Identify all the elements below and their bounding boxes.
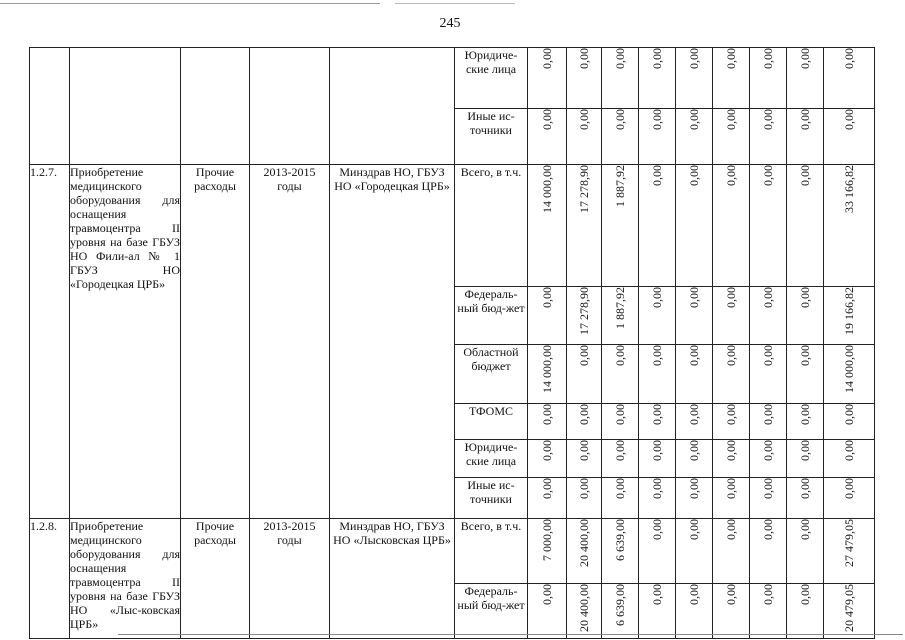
value-text: 0,00 — [540, 109, 554, 130]
item-name: Приобретение медицинского оборудования для оснащения травмоцентра II уровня на базе ГБУЗ НО «Лыс-ковская ЦРБ» — [70, 519, 180, 631]
value-cell — [824, 48, 875, 109]
value-cell — [824, 165, 875, 287]
value-text: 0,00 — [761, 440, 775, 461]
value-cell — [567, 404, 602, 440]
value-cell — [787, 48, 824, 109]
value-cell — [639, 440, 676, 478]
value-cell — [676, 345, 713, 404]
value-text: 0,00 — [687, 478, 701, 499]
value-cell — [602, 165, 639, 287]
value-cell — [750, 48, 787, 109]
value-text: 0,00 — [540, 404, 554, 425]
value-cell — [639, 584, 676, 639]
value-cell — [639, 345, 676, 404]
funding-source: Юридиче-ские лица — [455, 48, 528, 109]
value-text: 20 400,00 — [577, 584, 591, 632]
funding-source: Всего, в т.ч. — [455, 165, 528, 287]
value-text: 17 278,90 — [577, 165, 591, 213]
funding-source: Федераль-ный бюд-жет — [455, 287, 528, 345]
value-cell — [787, 478, 824, 519]
category-cell — [181, 48, 250, 165]
value-cell — [639, 165, 676, 287]
funding-source: Областной бюджет — [455, 345, 528, 404]
table-row — [30, 48, 875, 109]
funding-source: Иные ис-точники — [455, 109, 528, 165]
value-cell — [824, 584, 875, 639]
value-text: 0,00 — [577, 48, 591, 69]
value-cell — [676, 584, 713, 639]
value-cell — [787, 287, 824, 345]
value-text: 1 887,92 — [613, 165, 627, 207]
value-cell — [750, 109, 787, 165]
value-text: 0,00 — [798, 109, 812, 130]
value-text: 0,00 — [724, 165, 738, 186]
implementation-period: 2013-2015 годы — [250, 165, 330, 519]
value-text: 0,00 — [724, 48, 738, 69]
value-text: 0,00 — [798, 165, 812, 186]
value-cell — [713, 165, 750, 287]
value-text: 0,00 — [577, 478, 591, 499]
value-text: 0,00 — [687, 165, 701, 186]
value-cell — [567, 440, 602, 478]
value-cell — [713, 109, 750, 165]
value-cell — [567, 287, 602, 345]
value-text: 0,00 — [798, 519, 812, 540]
value-cell — [602, 109, 639, 165]
item-number-cell — [30, 48, 70, 165]
value-cell — [824, 478, 875, 519]
value-text: 0,00 — [798, 478, 812, 499]
value-text: 0,00 — [687, 48, 701, 69]
value-cell — [676, 287, 713, 345]
value-text: 0,00 — [842, 109, 856, 130]
value-text: 0,00 — [687, 584, 701, 605]
value-text: 17 278,90 — [577, 287, 591, 335]
value-text: 0,00 — [650, 48, 664, 69]
value-cell — [639, 109, 676, 165]
value-text: 0,00 — [650, 478, 664, 499]
value-text: 20 400,00 — [577, 519, 591, 567]
value-text: 0,00 — [842, 440, 856, 461]
value-cell — [567, 345, 602, 404]
value-text: 0,00 — [761, 478, 775, 499]
value-cell — [824, 519, 875, 584]
table-row — [30, 519, 875, 584]
value-cell — [824, 345, 875, 404]
value-cell — [787, 109, 824, 165]
value-cell — [639, 519, 676, 584]
value-cell — [528, 287, 567, 345]
value-cell — [787, 165, 824, 287]
item-name-cell — [70, 165, 181, 519]
value-cell — [528, 165, 567, 287]
value-cell — [713, 519, 750, 584]
value-cell — [528, 48, 567, 109]
period-cell — [250, 48, 330, 165]
value-cell — [602, 404, 639, 440]
value-cell — [676, 478, 713, 519]
value-text: 0,00 — [724, 287, 738, 308]
value-text: 0,00 — [761, 48, 775, 69]
value-text: 0,00 — [687, 345, 701, 366]
value-text: 0,00 — [761, 165, 775, 186]
value-text: 0,00 — [613, 478, 627, 499]
value-cell — [750, 287, 787, 345]
expense-category: Прочие расходы — [181, 165, 250, 519]
value-text: 0,00 — [577, 440, 591, 461]
value-text: 14 000,00 — [842, 345, 856, 393]
value-cell — [787, 440, 824, 478]
value-text: 1 887,92 — [613, 287, 627, 329]
value-text: 0,00 — [650, 165, 664, 186]
value-cell — [750, 345, 787, 404]
value-cell — [602, 519, 639, 584]
value-text: 0,00 — [577, 404, 591, 425]
value-cell — [602, 440, 639, 478]
value-text: 0,00 — [724, 584, 738, 605]
value-text: 0,00 — [650, 584, 664, 605]
value-text: 0,00 — [577, 345, 591, 366]
value-cell — [567, 478, 602, 519]
value-cell — [602, 287, 639, 345]
value-cell — [824, 109, 875, 165]
value-cell — [824, 404, 875, 440]
item-name-cell — [70, 519, 181, 639]
table-row — [30, 165, 875, 287]
value-text: 0,00 — [798, 287, 812, 308]
value-text: 0,00 — [613, 48, 627, 69]
bottom-rule — [118, 634, 903, 635]
value-text: 0,00 — [687, 109, 701, 130]
value-cell — [676, 165, 713, 287]
page-number: 245 — [439, 16, 461, 31]
value-text: 7 000,00 — [540, 519, 554, 561]
value-text: 14 000,00 — [540, 165, 554, 213]
value-cell — [528, 440, 567, 478]
value-text: 20 479,05 — [842, 584, 856, 632]
value-text: 0,00 — [761, 345, 775, 366]
value-text: 0,00 — [650, 109, 664, 130]
top-rule — [0, 3, 380, 4]
value-cell — [602, 478, 639, 519]
value-cell — [713, 345, 750, 404]
executor-cell — [330, 48, 455, 165]
value-cell — [750, 519, 787, 584]
value-text: 0,00 — [761, 109, 775, 130]
budget-table — [29, 47, 875, 639]
value-text: 0,00 — [577, 109, 591, 130]
value-text: 0,00 — [724, 404, 738, 425]
value-cell — [824, 440, 875, 478]
value-cell — [750, 478, 787, 519]
value-text: 0,00 — [724, 519, 738, 540]
value-text: 0,00 — [650, 519, 664, 540]
value-cell — [639, 404, 676, 440]
value-cell — [676, 48, 713, 109]
value-text: 0,00 — [724, 478, 738, 499]
value-text: 0,00 — [798, 584, 812, 605]
value-text: 0,00 — [650, 404, 664, 425]
value-cell — [567, 584, 602, 639]
value-cell — [602, 584, 639, 639]
executor: Минздрав НО, ГБУЗ НО «Лысковская ЦРБ» — [330, 519, 455, 639]
value-cell — [676, 404, 713, 440]
value-cell — [528, 109, 567, 165]
value-text: 0,00 — [798, 440, 812, 461]
value-text: 0,00 — [798, 345, 812, 366]
value-text: 27 479,05 — [842, 519, 856, 567]
value-cell — [528, 345, 567, 404]
value-text: 0,00 — [540, 478, 554, 499]
value-text: 6 639,00 — [613, 519, 627, 561]
item-name-cell — [70, 48, 181, 165]
value-cell — [750, 404, 787, 440]
value-text: 0,00 — [761, 287, 775, 308]
value-text: 0,00 — [687, 404, 701, 425]
funding-source: Федераль-ный бюд-жет — [455, 584, 528, 639]
value-text: 33 166,82 — [842, 165, 856, 213]
value-cell — [750, 165, 787, 287]
value-text: 0,00 — [650, 287, 664, 308]
value-cell — [824, 287, 875, 345]
value-cell — [567, 165, 602, 287]
value-text: 0,00 — [540, 584, 554, 605]
value-cell — [713, 584, 750, 639]
value-cell — [639, 478, 676, 519]
value-cell — [676, 519, 713, 584]
value-text: 0,00 — [687, 440, 701, 461]
value-text: 0,00 — [613, 345, 627, 366]
value-text: 0,00 — [613, 109, 627, 130]
value-cell — [676, 109, 713, 165]
value-text: 14 000,00 — [540, 345, 554, 393]
value-text: 0,00 — [761, 519, 775, 540]
item-name: Приобретение медицинского оборудования для оснащения травмоцентра II уровня на базе ГБУЗ НО Фили-ал № 1 ГБУЗ НО «Городецкая ЦРБ» — [70, 165, 180, 291]
value-cell — [713, 478, 750, 519]
value-text: 0,00 — [650, 345, 664, 366]
expense-category: Прочие расходы — [181, 519, 250, 639]
funding-source: Юридиче-ские лица — [455, 440, 528, 478]
value-text: 0,00 — [687, 287, 701, 308]
value-cell — [567, 109, 602, 165]
value-cell — [528, 584, 567, 639]
funding-source: Иные ис-точники — [455, 478, 528, 519]
value-text: 19 166,82 — [842, 287, 856, 335]
value-cell — [639, 48, 676, 109]
funding-source: ТФОМС — [455, 404, 528, 440]
value-cell — [528, 478, 567, 519]
executor: Минздрав НО, ГБУЗ НО «Городецкая ЦРБ» — [330, 165, 455, 519]
value-text: 0,00 — [761, 584, 775, 605]
value-cell — [528, 519, 567, 584]
value-cell — [750, 440, 787, 478]
value-text: 0,00 — [724, 440, 738, 461]
value-text: 0,00 — [540, 48, 554, 69]
value-cell — [713, 440, 750, 478]
value-text: 6 639,00 — [613, 584, 627, 626]
value-cell — [676, 440, 713, 478]
value-text: 0,00 — [687, 519, 701, 540]
value-text: 0,00 — [798, 48, 812, 69]
implementation-period: 2013-2015 годы — [250, 519, 330, 639]
value-text: 0,00 — [798, 404, 812, 425]
value-text: 0,00 — [613, 404, 627, 425]
value-cell — [750, 584, 787, 639]
value-cell — [567, 519, 602, 584]
value-text: 0,00 — [842, 48, 856, 69]
value-cell — [639, 287, 676, 345]
value-text: 0,00 — [650, 440, 664, 461]
value-cell — [713, 404, 750, 440]
value-cell — [787, 345, 824, 404]
value-text: 0,00 — [540, 287, 554, 308]
value-text: 0,00 — [613, 440, 627, 461]
item-number: 1.2.8. — [30, 519, 70, 639]
value-text: 0,00 — [761, 404, 775, 425]
value-text: 0,00 — [724, 345, 738, 366]
value-cell — [528, 404, 567, 440]
value-cell — [787, 404, 824, 440]
value-text: 0,00 — [842, 478, 856, 499]
item-number: 1.2.7. — [30, 165, 70, 519]
value-text: 0,00 — [724, 109, 738, 130]
value-cell — [567, 48, 602, 109]
value-cell — [602, 48, 639, 109]
value-cell — [713, 48, 750, 109]
value-cell — [787, 519, 824, 584]
value-text: 0,00 — [842, 404, 856, 425]
funding-source: Всего, в т.ч. — [455, 519, 528, 584]
value-text: 0,00 — [540, 440, 554, 461]
value-cell — [602, 345, 639, 404]
value-cell — [713, 287, 750, 345]
top-rule-short — [395, 3, 515, 4]
value-cell — [787, 584, 824, 639]
